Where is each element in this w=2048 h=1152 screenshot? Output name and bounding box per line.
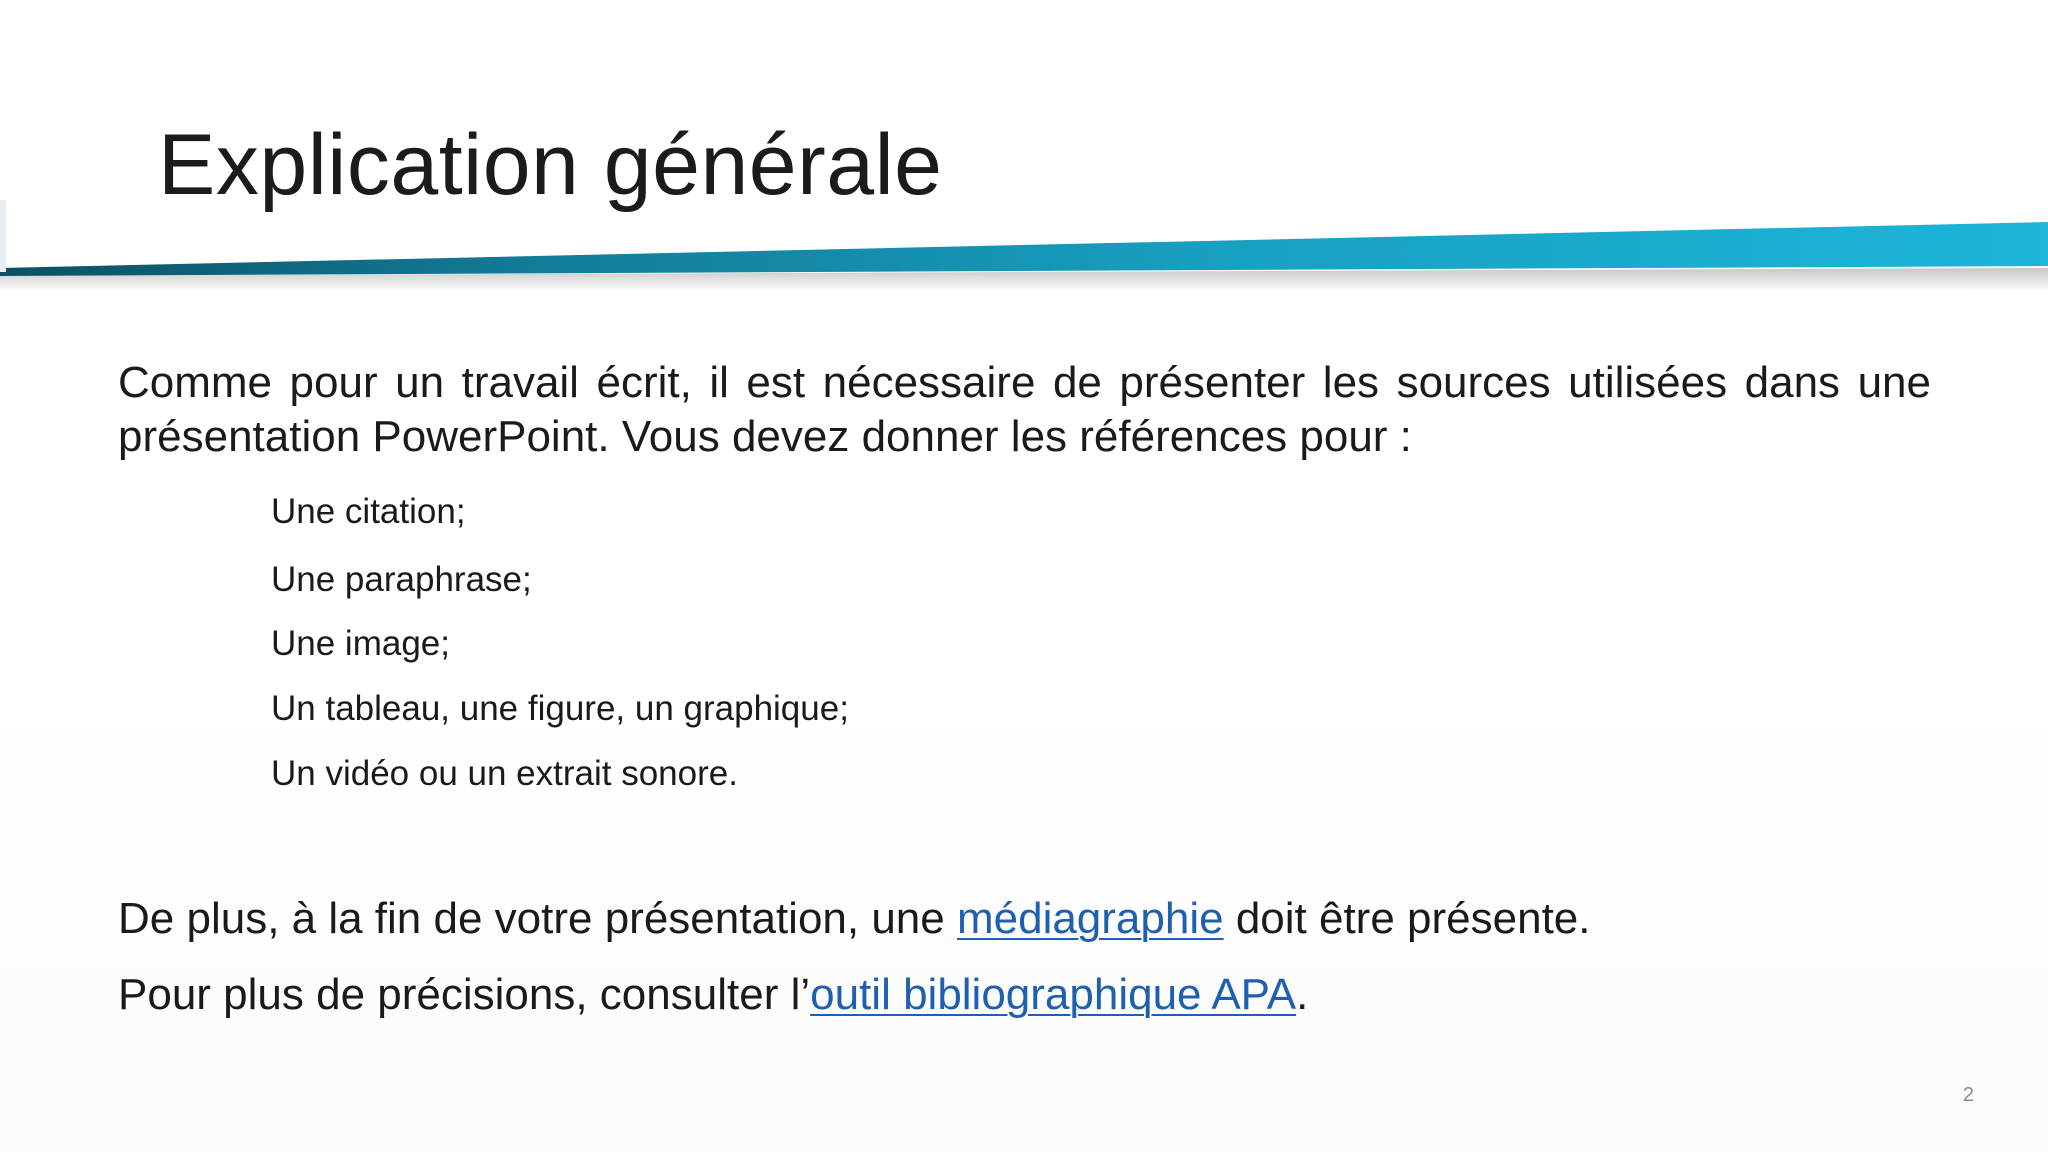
mediagraphy-link[interactable]: médiagraphie xyxy=(956,894,1224,943)
apa-tool-link[interactable]: outil bibliographique APA xyxy=(810,970,1297,1019)
list-item: Un vidéo ou un extrait sonore. xyxy=(271,754,738,793)
apa-text-before: Pour plus de précisions, consulter l’ xyxy=(118,970,811,1019)
list-item: Un tableau, une figure, un graphique; xyxy=(271,689,849,728)
list-item: Une paraphrase; xyxy=(271,560,532,599)
list-item: Une citation; xyxy=(271,492,466,531)
mediagraphy-text-before: De plus, à la fin de votre présentation, une xyxy=(118,894,957,943)
intro-paragraph: Comme pour un travail écrit, il est nécessaire de présenter les sources utilisées dans une présentation PowerPoint. Vous devez donner les références pour : xyxy=(118,358,1931,461)
apa-text-after: . xyxy=(1296,970,1309,1019)
slide-title: Explication générale xyxy=(158,117,943,213)
slide-number: 2 xyxy=(1962,1084,1974,1106)
mediagraphy-paragraph xyxy=(118,892,1931,946)
apa-paragraph xyxy=(118,968,1931,1022)
references-list xyxy=(271,492,849,794)
mediagraphy-text-after: doit être présente. xyxy=(1223,894,1591,943)
list-item: Une image; xyxy=(271,624,450,663)
